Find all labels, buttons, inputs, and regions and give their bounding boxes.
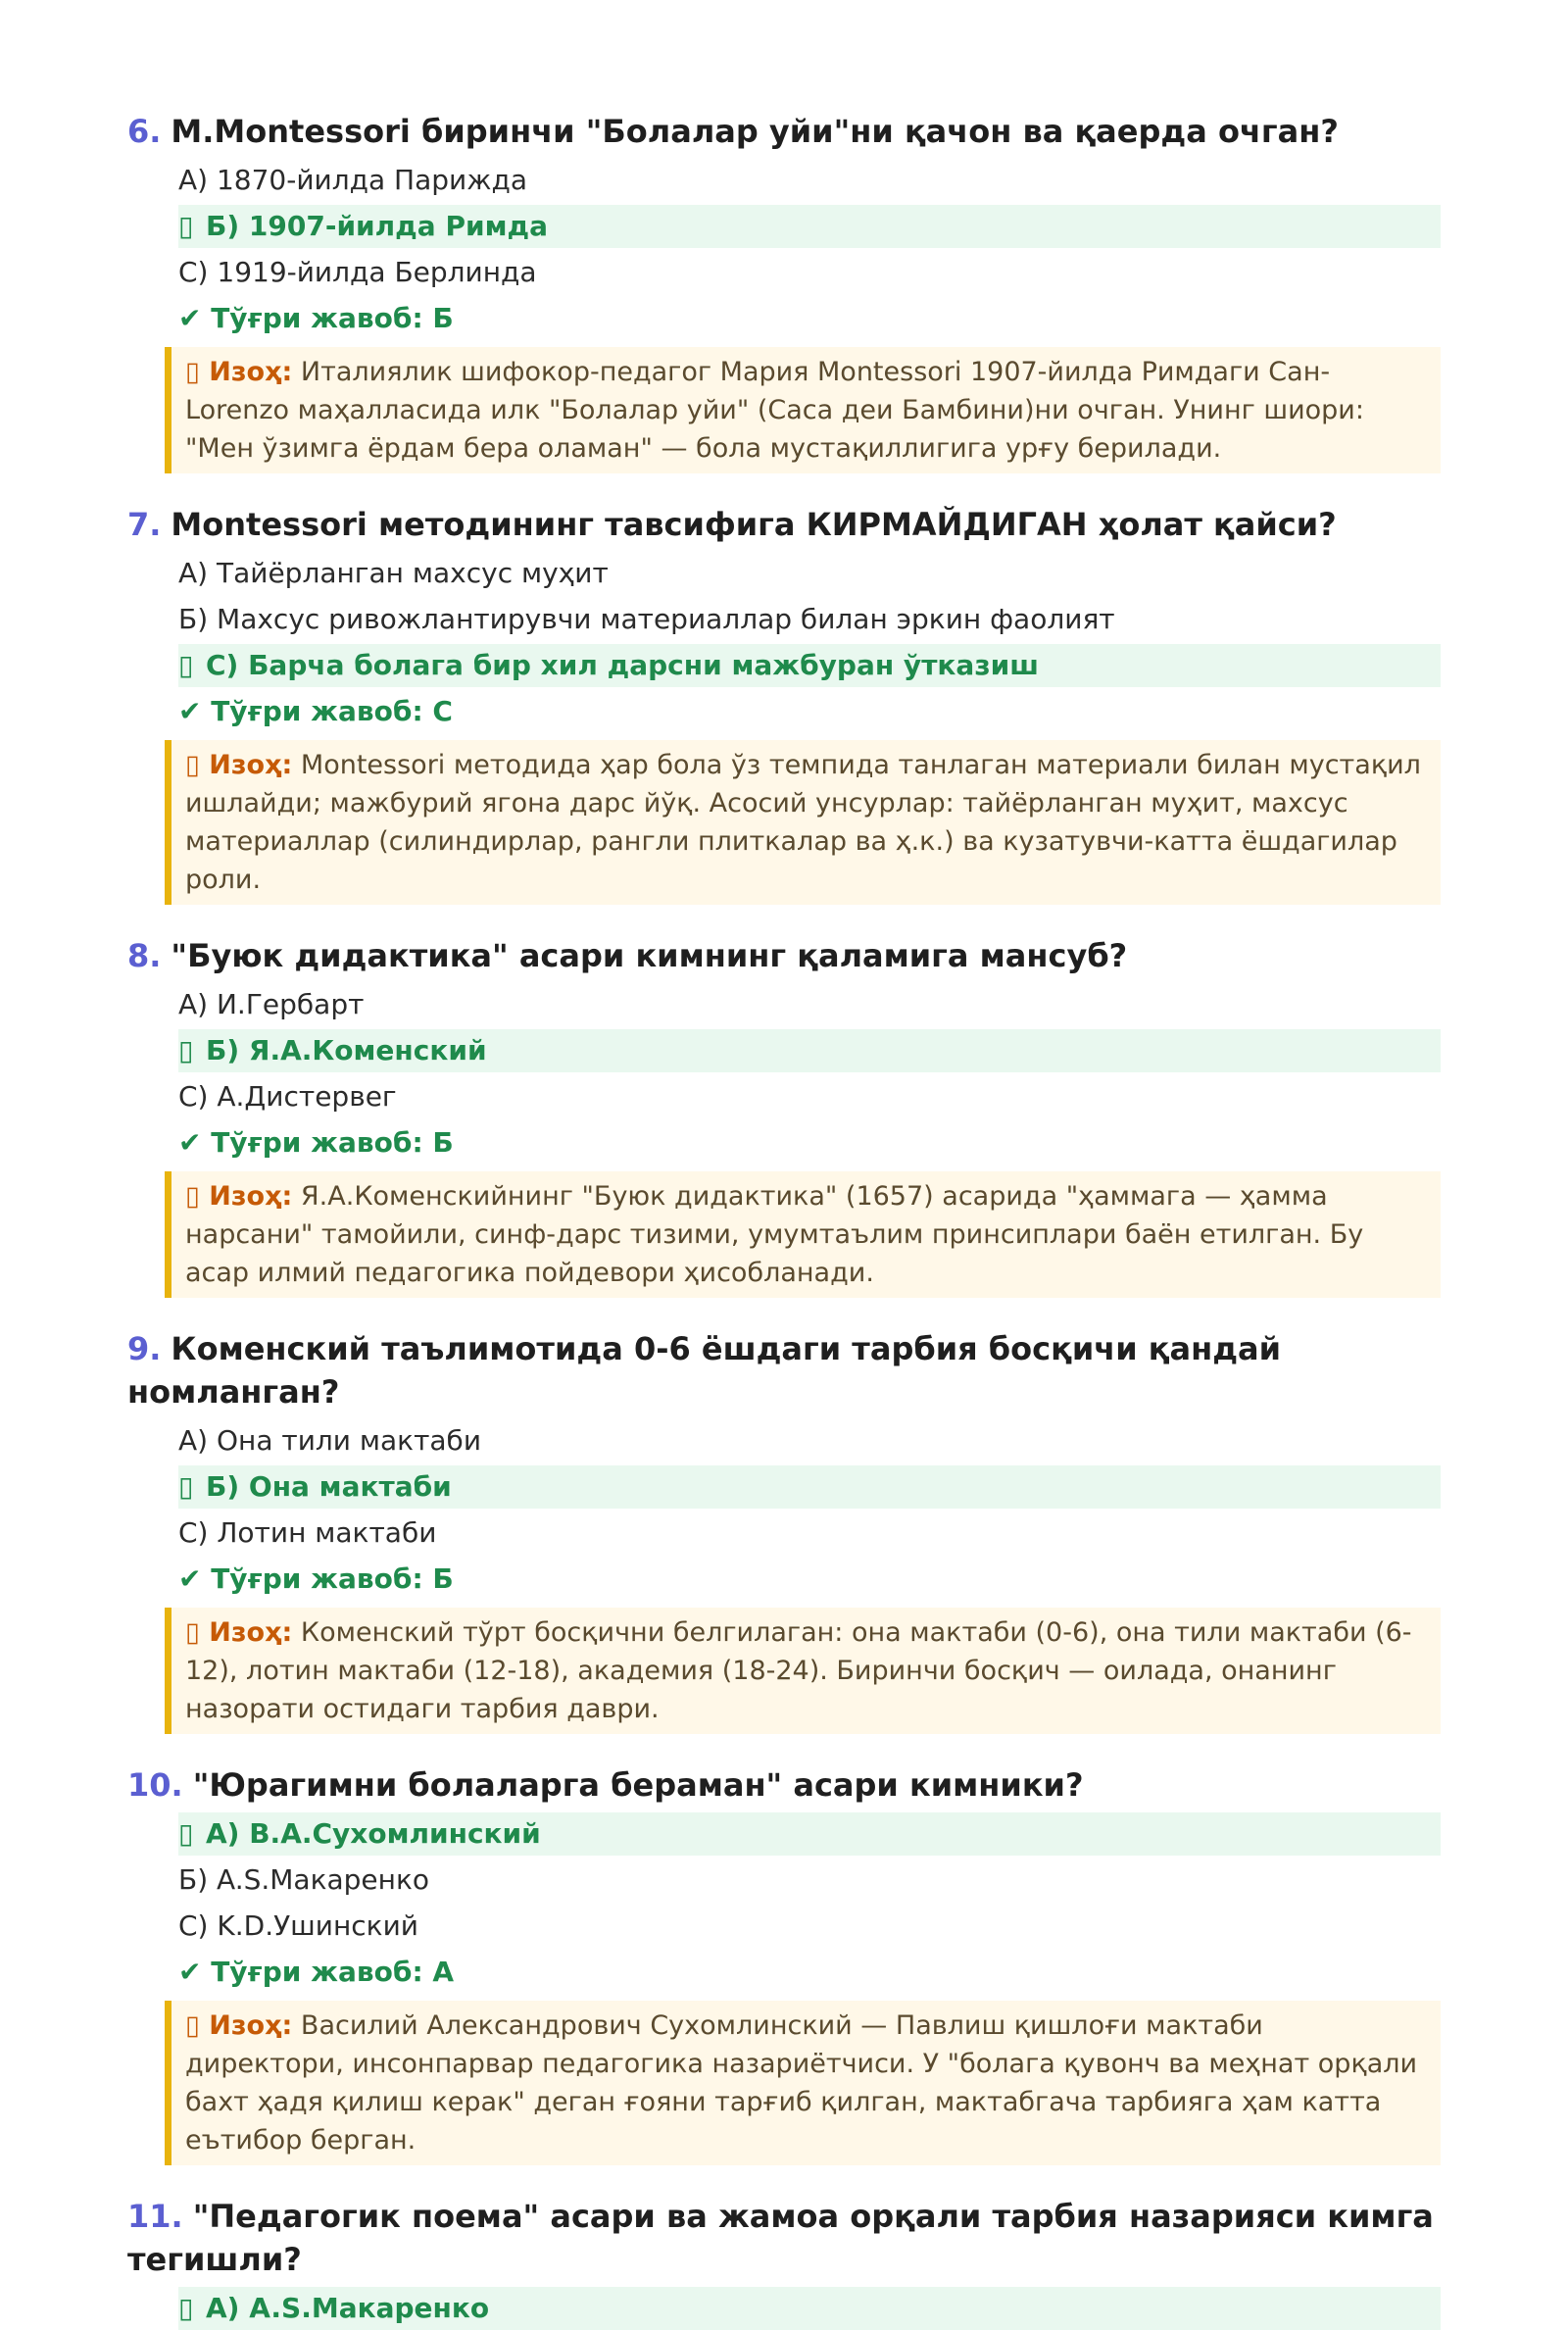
explanation-box bbox=[165, 2001, 1441, 2165]
option-text: A) A.S.Макаренко bbox=[206, 2292, 490, 2324]
option-correct bbox=[178, 644, 1441, 687]
correct-marker-icon: ▯ bbox=[178, 1470, 194, 1503]
question-number: 7. bbox=[127, 506, 162, 543]
question-block bbox=[127, 934, 1441, 1298]
explanation-label: Изоҳ: bbox=[209, 1181, 293, 1212]
option bbox=[178, 598, 1441, 641]
question-text: "Юрагимни болаларга бераман" асари кимники? bbox=[192, 1766, 1084, 1804]
option-text: A) Она тили мактаби bbox=[178, 1424, 482, 1457]
explanation-label: Изоҳ: bbox=[209, 2010, 293, 2041]
option-text: Б) Я.А.Коменский bbox=[206, 1034, 487, 1066]
option bbox=[178, 1859, 1441, 1902]
explanation-box bbox=[165, 1171, 1441, 1298]
explanation-label: Изоҳ: bbox=[209, 750, 293, 780]
options-list bbox=[127, 2287, 1441, 2330]
question-text: M.Montessori биринчи "Болалар уйи"ни қачон ва қаерда очган? bbox=[171, 113, 1339, 150]
question-text: Montessori методининг тавсифига КИРМАЙДИГАН ҳолат қайси? bbox=[171, 506, 1337, 543]
explanation-text: Василий Александрович Сухомлинский — Павлиш қишлоғи мактаби директори, инсонпарвар педагогика назариётчиси. У "болага қувонч ва меҳнат орқали бахт ҳадя қилиш керак" деган ғояни тарғиб қилган, мактабгача тарбияга ҳам катта еътибор берган. bbox=[185, 2010, 1418, 2156]
question-text: Коменский таълимотида 0-6 ёшдаги тарбия босқичи қандай номланган? bbox=[127, 1330, 1282, 1411]
explanation-icon: ▯ bbox=[185, 1181, 210, 1212]
question-block bbox=[127, 110, 1441, 473]
options-list bbox=[127, 1812, 1441, 2165]
option-correct bbox=[178, 1812, 1441, 1856]
option-text: Б) Она мактаби bbox=[206, 1470, 452, 1503]
explanation-icon: ▯ bbox=[185, 1617, 210, 1648]
correct-marker-icon: ▯ bbox=[178, 1034, 194, 1066]
option-text: A) И.Гербарт bbox=[178, 988, 365, 1020]
question-title bbox=[127, 934, 1441, 977]
options-list bbox=[127, 1419, 1441, 1734]
option bbox=[178, 1419, 1441, 1462]
option bbox=[178, 1512, 1441, 1555]
question-number: 6. bbox=[127, 113, 162, 150]
correct-marker-icon: ▯ bbox=[178, 2292, 194, 2324]
option-text: C) K.D.Ушинский bbox=[178, 1909, 418, 1942]
option-correct bbox=[178, 1029, 1441, 1072]
question-title bbox=[127, 1763, 1441, 1807]
question-title bbox=[127, 2195, 1441, 2281]
question-number: 11. bbox=[127, 2198, 183, 2235]
option-text: A) Тайёрланган махсус муҳит bbox=[178, 557, 609, 589]
correct-answer: ✔ Тўғри жавоб: Б bbox=[178, 1562, 454, 1595]
correct-answer: ✔ Тўғри жавоб: Б bbox=[178, 302, 454, 334]
explanation-text: Коменский тўрт босқични белгилаган: она мактаби (0-6), она тили мактаби (6-12), лотин мактаби (12-18), академия (18-24). Биринчи босқич — оилада, онанинг назорати остидаги тарбия даври. bbox=[185, 1617, 1412, 1724]
option bbox=[178, 159, 1441, 202]
explanation-text: Я.А.Коменскийнинг "Буюк дидактика" (1657) асарида "ҳаммага — ҳамма нарсани" тамойили, синф-дарс тизими, умумтаълим принсиплари баён етилган. Бу асар илмий педагогика пойдевори ҳисобланади. bbox=[185, 1181, 1364, 1288]
question-title bbox=[127, 1327, 1441, 1413]
explanation-text: Италиялик шифокор-педагог Мария Montessori 1907-йилда Римдаги Сан-Lorenzo маҳалласида илк "Болалар уйи" (Саса деи Бамбини)ни очган. Унинг шиори: "Мен ўзимга ёрдам бера оламан" — бола мустақиллигига урғу берилади. bbox=[185, 357, 1364, 464]
option bbox=[178, 251, 1441, 294]
explanation-box bbox=[165, 1608, 1441, 1734]
explanation-box bbox=[165, 347, 1441, 473]
question-block bbox=[127, 2195, 1441, 2330]
options-list bbox=[127, 552, 1441, 905]
explanation-icon: ▯ bbox=[185, 2010, 210, 2041]
question-title bbox=[127, 110, 1441, 153]
options-list bbox=[127, 983, 1441, 1298]
option-text: A) 1870-йилда Парижда bbox=[178, 164, 527, 196]
explanation-label: Изоҳ: bbox=[209, 357, 293, 387]
explanation-text: Montessori методида ҳар бола ўз темпида танлаган материали билан мустақил ишлайди; мажбурий ягона дарс йўқ. Асосий унсурлар: тайёрланган муҳит, махсус материаллар (силиндирлар, рангли плиткалар ва ҳ.к.) ва кузатувчи-катта ёшдагилар роли. bbox=[185, 750, 1421, 895]
question-number: 8. bbox=[127, 937, 162, 974]
option bbox=[178, 1905, 1441, 1948]
option-text: C) Лотин мактаби bbox=[178, 1516, 437, 1549]
option-text: C) 1919-йилда Берлинда bbox=[178, 256, 537, 288]
question-block bbox=[127, 1763, 1441, 2165]
correct-answer: ✔ Тўғри жавоб: C bbox=[178, 695, 453, 727]
option-correct bbox=[178, 2287, 1441, 2330]
correct-marker-icon: ▯ bbox=[178, 649, 194, 681]
explanation-label: Изоҳ: bbox=[209, 1617, 293, 1648]
correct-answer: ✔ Тўғри жавоб: Б bbox=[178, 1126, 454, 1159]
option-text: A) В.А.Сухомлинский bbox=[206, 1817, 541, 1850]
option-correct bbox=[178, 1465, 1441, 1509]
explanation-icon: ▯ bbox=[185, 750, 210, 780]
explanation-box bbox=[165, 740, 1441, 905]
correct-answer: ✔ Тўғри жавоб: A bbox=[178, 1956, 455, 1988]
option-correct bbox=[178, 205, 1441, 248]
question-number: 9. bbox=[127, 1330, 162, 1367]
correct-marker-icon: ▯ bbox=[178, 210, 194, 242]
question-text: "Педагогик поема" асари ва жамоа орқали тарбия назарияси кимга тегишли? bbox=[127, 2198, 1434, 2278]
explanation-icon: ▯ bbox=[185, 357, 210, 387]
question-number: 10. bbox=[127, 1766, 183, 1804]
option bbox=[178, 1075, 1441, 1118]
question-block bbox=[127, 503, 1441, 905]
option-text: Б) 1907-йилда Римда bbox=[206, 210, 548, 242]
option bbox=[178, 983, 1441, 1026]
question-text: "Буюк дидактика" асари кимнинг қаламига мансуб? bbox=[171, 937, 1128, 974]
correct-marker-icon: ▯ bbox=[178, 1817, 194, 1850]
option-text: C) Барча болага бир хил дарсни мажбуран ўтказиш bbox=[206, 649, 1039, 681]
option-text: Б) Махсус ривожлантирувчи материаллар билан эркин фаолият bbox=[178, 603, 1115, 635]
option bbox=[178, 552, 1441, 595]
option-text: Б) A.S.Макаренко bbox=[178, 1863, 430, 1896]
option-text: C) А.Дистервег bbox=[178, 1080, 397, 1113]
options-list bbox=[127, 159, 1441, 473]
question-title bbox=[127, 503, 1441, 546]
question-block bbox=[127, 1327, 1441, 1734]
